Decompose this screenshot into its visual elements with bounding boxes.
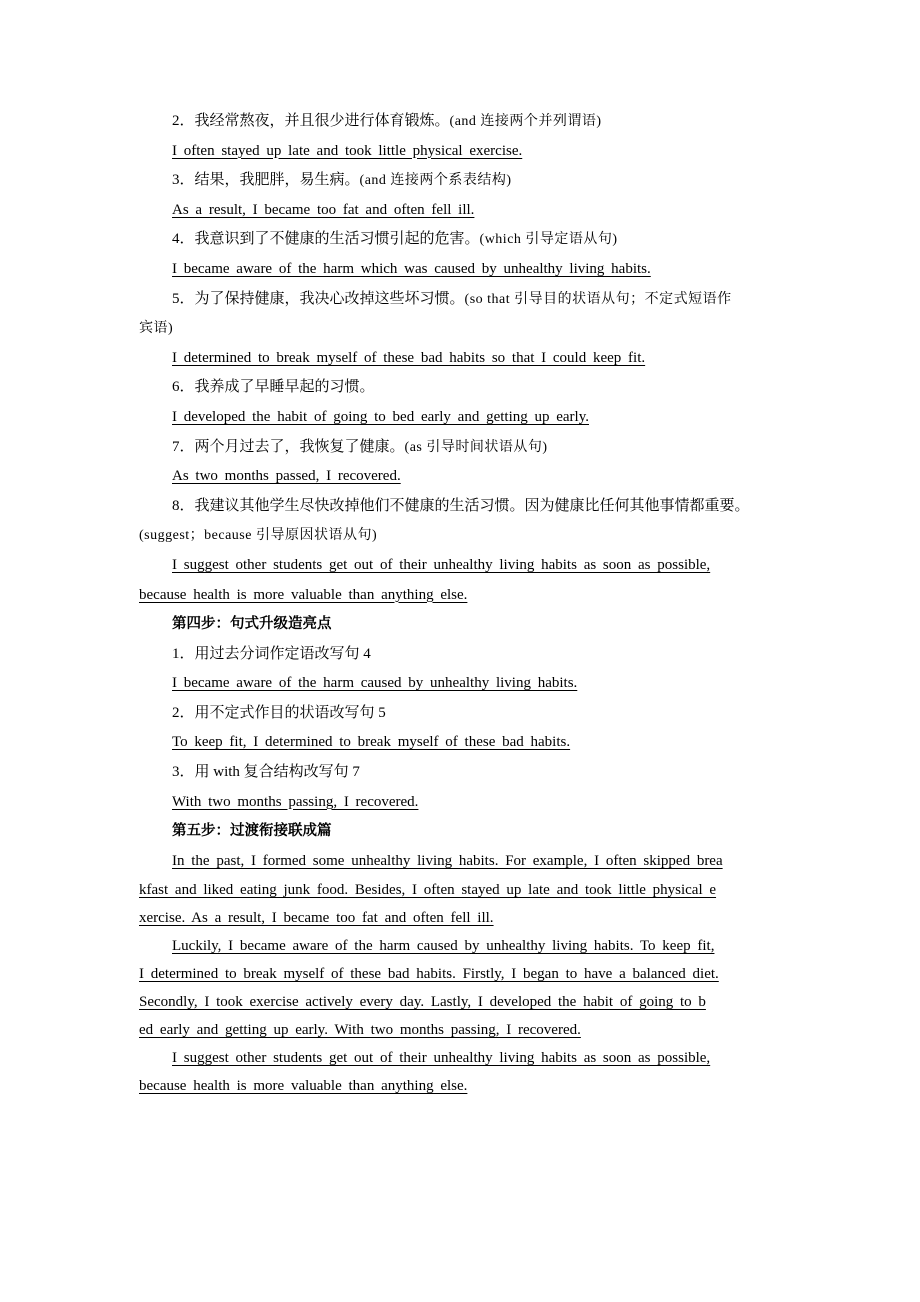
step4-answer-3: With two months passing, I recovered. [172, 793, 419, 810]
answer-7: As two months passed, I recovered. [172, 468, 401, 485]
essay-p3-line-2: because health is more valuable than anything else. [139, 1078, 468, 1095]
answer-8-line-2: because health is more valuable than anything else. [139, 586, 468, 603]
essay-p3-line-1: I suggest other students get out of their unhealthy living habits as soon as possible, [172, 1050, 711, 1067]
question-7: 7．两个月过去了，我恢复了健康。(as 引导时间状语从句) [172, 438, 548, 455]
step4-answer-2: To keep fit, I determined to break myself of these bad habits. [172, 734, 571, 751]
essay-p2-line-2: I determined to break myself of these bad habits. Firstly, I began to have a balanced diet. [139, 966, 719, 983]
step4-answer-1: I became aware of the harm caused by unhealthy living habits. [172, 675, 578, 692]
answer-8-line-1: I suggest other students get out of their unhealthy living habits as soon as possible, [172, 556, 711, 573]
essay-p1-line-1: In the past, I formed some unhealthy living habits. For example, I often skipped brea [172, 852, 723, 869]
answer-2: I often stayed up late and took little physical exercise. [172, 142, 523, 159]
document-page [139, 107, 781, 1100]
step4-question-2: 2．用不定式作目的状语改写句 5 [172, 704, 386, 721]
answer-3: As a result, I became too fat and often fell ill. [172, 201, 475, 218]
question-5: 5．为了保持健康，我决心改掉这些坏习惯。(so that 引导目的状语从句；不定式短语作 [172, 290, 732, 307]
essay-p1-line-3: xercise. As a result, I became too fat and often fell ill. [139, 910, 494, 927]
essay-p2-line-3: Secondly, I took exercise actively every day. Lastly, I developed the habit of going to b [139, 994, 706, 1011]
question-8-note: (suggest；because 引导原因状语从句) [139, 528, 378, 544]
step4-question-1: 1．用过去分词作定语改写句 4 [172, 645, 371, 662]
answer-4: I became aware of the harm which was caused by unhealthy living habits. [172, 260, 651, 277]
essay-p2-line-4: ed early and getting up early. With two months passing, I recovered. [139, 1022, 581, 1039]
question-6: 6．我养成了早睡早起的习惯。 [172, 379, 375, 396]
step4-heading: 第四步：句式升级造亮点 [172, 616, 332, 633]
question-4: 4．我意识到了不健康的生活习惯引起的危害。(which 引导定语从句) [172, 231, 618, 248]
essay-p1-line-2: kfast and liked eating junk food. Besides, I often stayed up late and took little physical e [139, 882, 717, 899]
question-8: 8．我建议其他学生尽快改掉他们不健康的生活习惯。因为健康比任何其他事情都重要。 [172, 497, 750, 514]
answer-5: I determined to break myself of these bad habits so that I could keep fit. [172, 349, 646, 366]
question-3: 3．结果，我肥胖，易生病。(and 连接两个系表结构) [172, 172, 512, 189]
step4-question-3: 3．用 with 复合结构改写句 7 [172, 764, 360, 781]
essay-p2-line-1: Luckily, I became aware of the harm caused by unhealthy living habits. To keep fit, [172, 938, 715, 955]
question-2: 2．我经常熬夜，并且很少进行体育锻炼。(and 连接两个并列谓语) [172, 113, 602, 129]
step5-heading: 第五步：过渡衔接联成篇 [172, 823, 332, 840]
answer-6: I developed the habit of going to bed early and getting up early. [172, 408, 589, 425]
question-5-cont: 宾语) [139, 321, 174, 337]
